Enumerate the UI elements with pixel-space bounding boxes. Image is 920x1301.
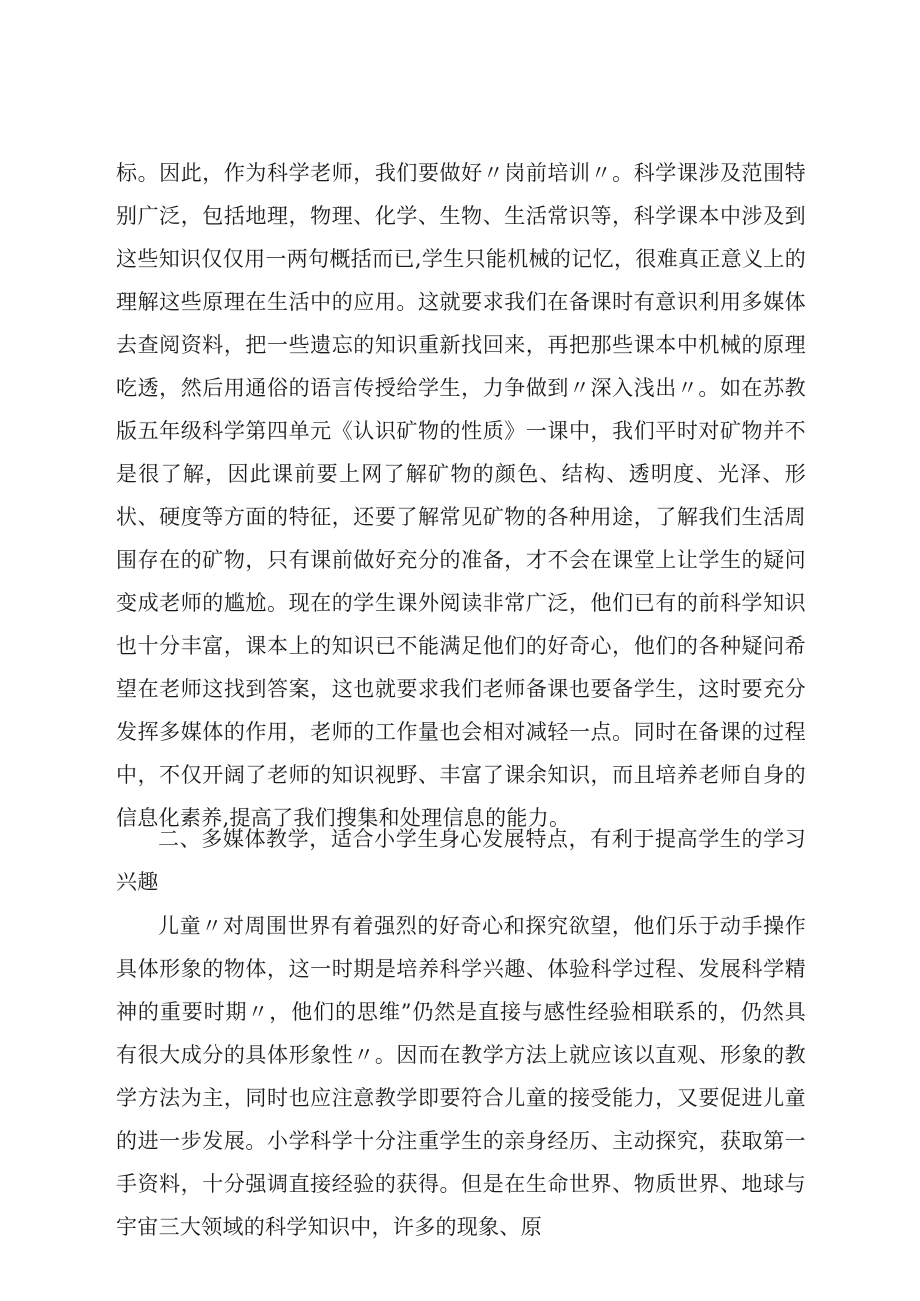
body-paragraph-2: 儿童〃对周围世界有着强烈的好奇心和探究欲望，他们乐于动手操作具体形象的物体，这一时期是培养科学兴趣、体验科学过程、发展科学精神的重要时期〃，他们的思维”仍然是直接与感性经验相联系的，仍然具有很大成分的具体形象性〃。因而在教学方法上就应该以直观、形象的教学方法为主，同时也应注意教学即要符合儿童的接受能力，又要促进儿童的进一步发展。小学科学十分注重学生的亲身经历、主动探究，获取第一手资料，十分强调直接经验的获得。但是在生命世界、物质世界、地球与宇宙三大领域的科学知识中，许多的现象、原 — [116, 914, 806, 1239]
section-heading: 二、多媒体教学，适合小学生身心发展特点，有利于提高学生的学习兴趣 — [116, 827, 806, 894]
body-paragraph-1: 标。因此，作为科学老师，我们要做好〃岗前培训〃。科学课涉及范围特别广泛，包括地理，物理、化学、生物、生活常识等，科学课本中涉及到这些知识仅仅用一两句概括而已,学生只能机械的记忆，很难真正意义上的理解这些原理在生活中的应用。这就要求我们在备课时有意识利用多媒体去查阅资料，把一些遗忘的知识重新找回来，再把那些课本中机械的原理吃透，然后用通俗的语言传授给学生，力争做到〃深入浅出〃。如在苏教版五年级科学第四单元《认识矿物的性质》一课中，我们平时对矿物并不是很了解，因此课前要上网了解矿物的颜色、结构、透明度、光泽、形状、硬度等方面的特征，还要了解常见矿物的各种用途，了解我们生活周围存在的矿物，只有课前做好充分的准备，才不会在课堂上让学生的疑问变成老师的尴尬。现在的学生课外阅读非常广泛，他们已有的前科学知识也十分丰富，课本上的知识已不能满足他们的好奇心，他们的各种疑问希望在老师这找到答案，这也就要求我们老师备课也要备学生，这时要充分发挥多媒体的作用，老师的工作量也会相对减轻一点。同时在备课的过程中，不仅开阔了老师的知识视野、丰富了课余知识，而且培养老师自身的信息化素养,提高了我们搜集和处理信息的能力。 — [116, 161, 806, 830]
